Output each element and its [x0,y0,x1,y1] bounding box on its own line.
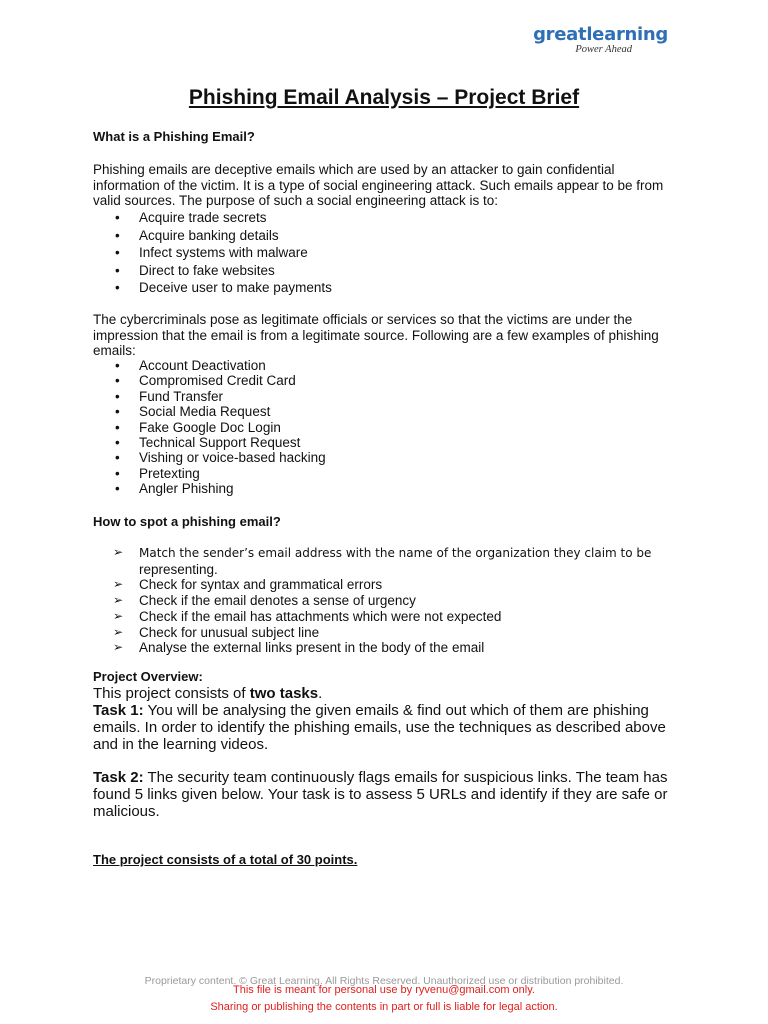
task1-label: Task 1: [93,702,144,719]
list-item: • Pretexting [93,466,326,481]
tip-first-line-cont: representing. [139,561,218,577]
task2-label: Task 2: [93,769,144,786]
examples-intro-paragraph: The cybercriminals pose as legitimate officials or services so that the victims are under the impression that the email is from a legitimate source. Following are a few examples of phishing emails: [93,312,659,358]
list-item [93,545,651,577]
footer-personal-use-notice: This file is meant for personal use by ryvenu@gmail.com only. [233,984,535,996]
list-item: ➢ Check for unusual subject line [93,625,651,641]
task1-paragraph [93,702,683,753]
logo-brand: greatlearning [533,24,668,45]
list-item: ➢ Check if the email has attachments which were not expected [93,609,651,625]
consists-prefix: This project consists of [93,685,250,702]
list-item: • Vishing or voice-based hacking [93,450,326,465]
list-item: ➢ Check if the email denotes a sense of urgency [93,593,651,609]
list-item: • Angler Phishing [93,481,326,496]
footer-proprietary-notice: Proprietary content. © Great Learning. All Rights Reserved. Unauthorized use or distribution prohibited. [144,975,624,987]
list-item: • Acquire trade secrets [93,209,332,227]
task1-text: You will be analysing the given emails & find out which of them are phishing emails. In order to identify the phishing emails, use the techniques as described above and in the learning videos. [93,702,666,753]
task2-text: The security team continuously flags emails for suspicious links. The team has found 5 links given below. Your task is to assess 5 URLs and identify if they are safe or malicious. [93,769,668,820]
greatlearning-logo [533,26,668,56]
intro-paragraph: Phishing emails are deceptive emails which are used by an attacker to gain confidential information of the victim. It is a type of social engineering attack. Such emails appear to be from valid sources. The purpose of such a social engineering attack is to: [93,162,664,208]
list-item: • Fund Transfer [93,389,326,404]
list-item: ➢ Analyse the external links present in the body of the email [93,640,651,656]
project-consists-line [93,685,683,702]
list-item: • Technical Support Request [93,435,326,450]
total-points-statement: The project consists of a total of 30 points. [93,852,358,867]
list-item: • Acquire banking details [93,227,332,245]
logo-tagline: Power Ahead [575,44,632,55]
purpose-list [93,209,332,297]
tips-list [93,545,651,656]
list-item: • Infect systems with malware [93,244,332,262]
list-item: • Deceive user to make payments [93,279,332,297]
list-item: • Fake Google Doc Login [93,420,326,435]
list-item: • Direct to fake websites [93,262,332,280]
document-title: Phishing Email Analysis – Project Brief [188,86,580,109]
task2-paragraph [93,769,683,820]
section-heading-project-overview: Project Overview: [93,669,203,684]
consists-bold: two tasks [249,685,319,702]
list-item: • Account Deactivation [93,358,326,373]
list-item: ➢ Check for syntax and grammatical errors [93,577,651,593]
list-item: • Compromised Credit Card [93,373,326,388]
tip-first-line: Match the sender’s email address with the name of the organization they claim to be [139,546,652,560]
section-heading-what-is-phishing: What is a Phishing Email? [93,129,255,144]
examples-list [93,358,326,497]
list-item: • Social Media Request [93,404,326,419]
consists-suffix: . [318,685,323,702]
section-heading-spot-phishing: How to spot a phishing email? [93,514,281,529]
footer-legal-notice: Sharing or publishing the contents in part or full is liable for legal action. [210,1001,558,1013]
